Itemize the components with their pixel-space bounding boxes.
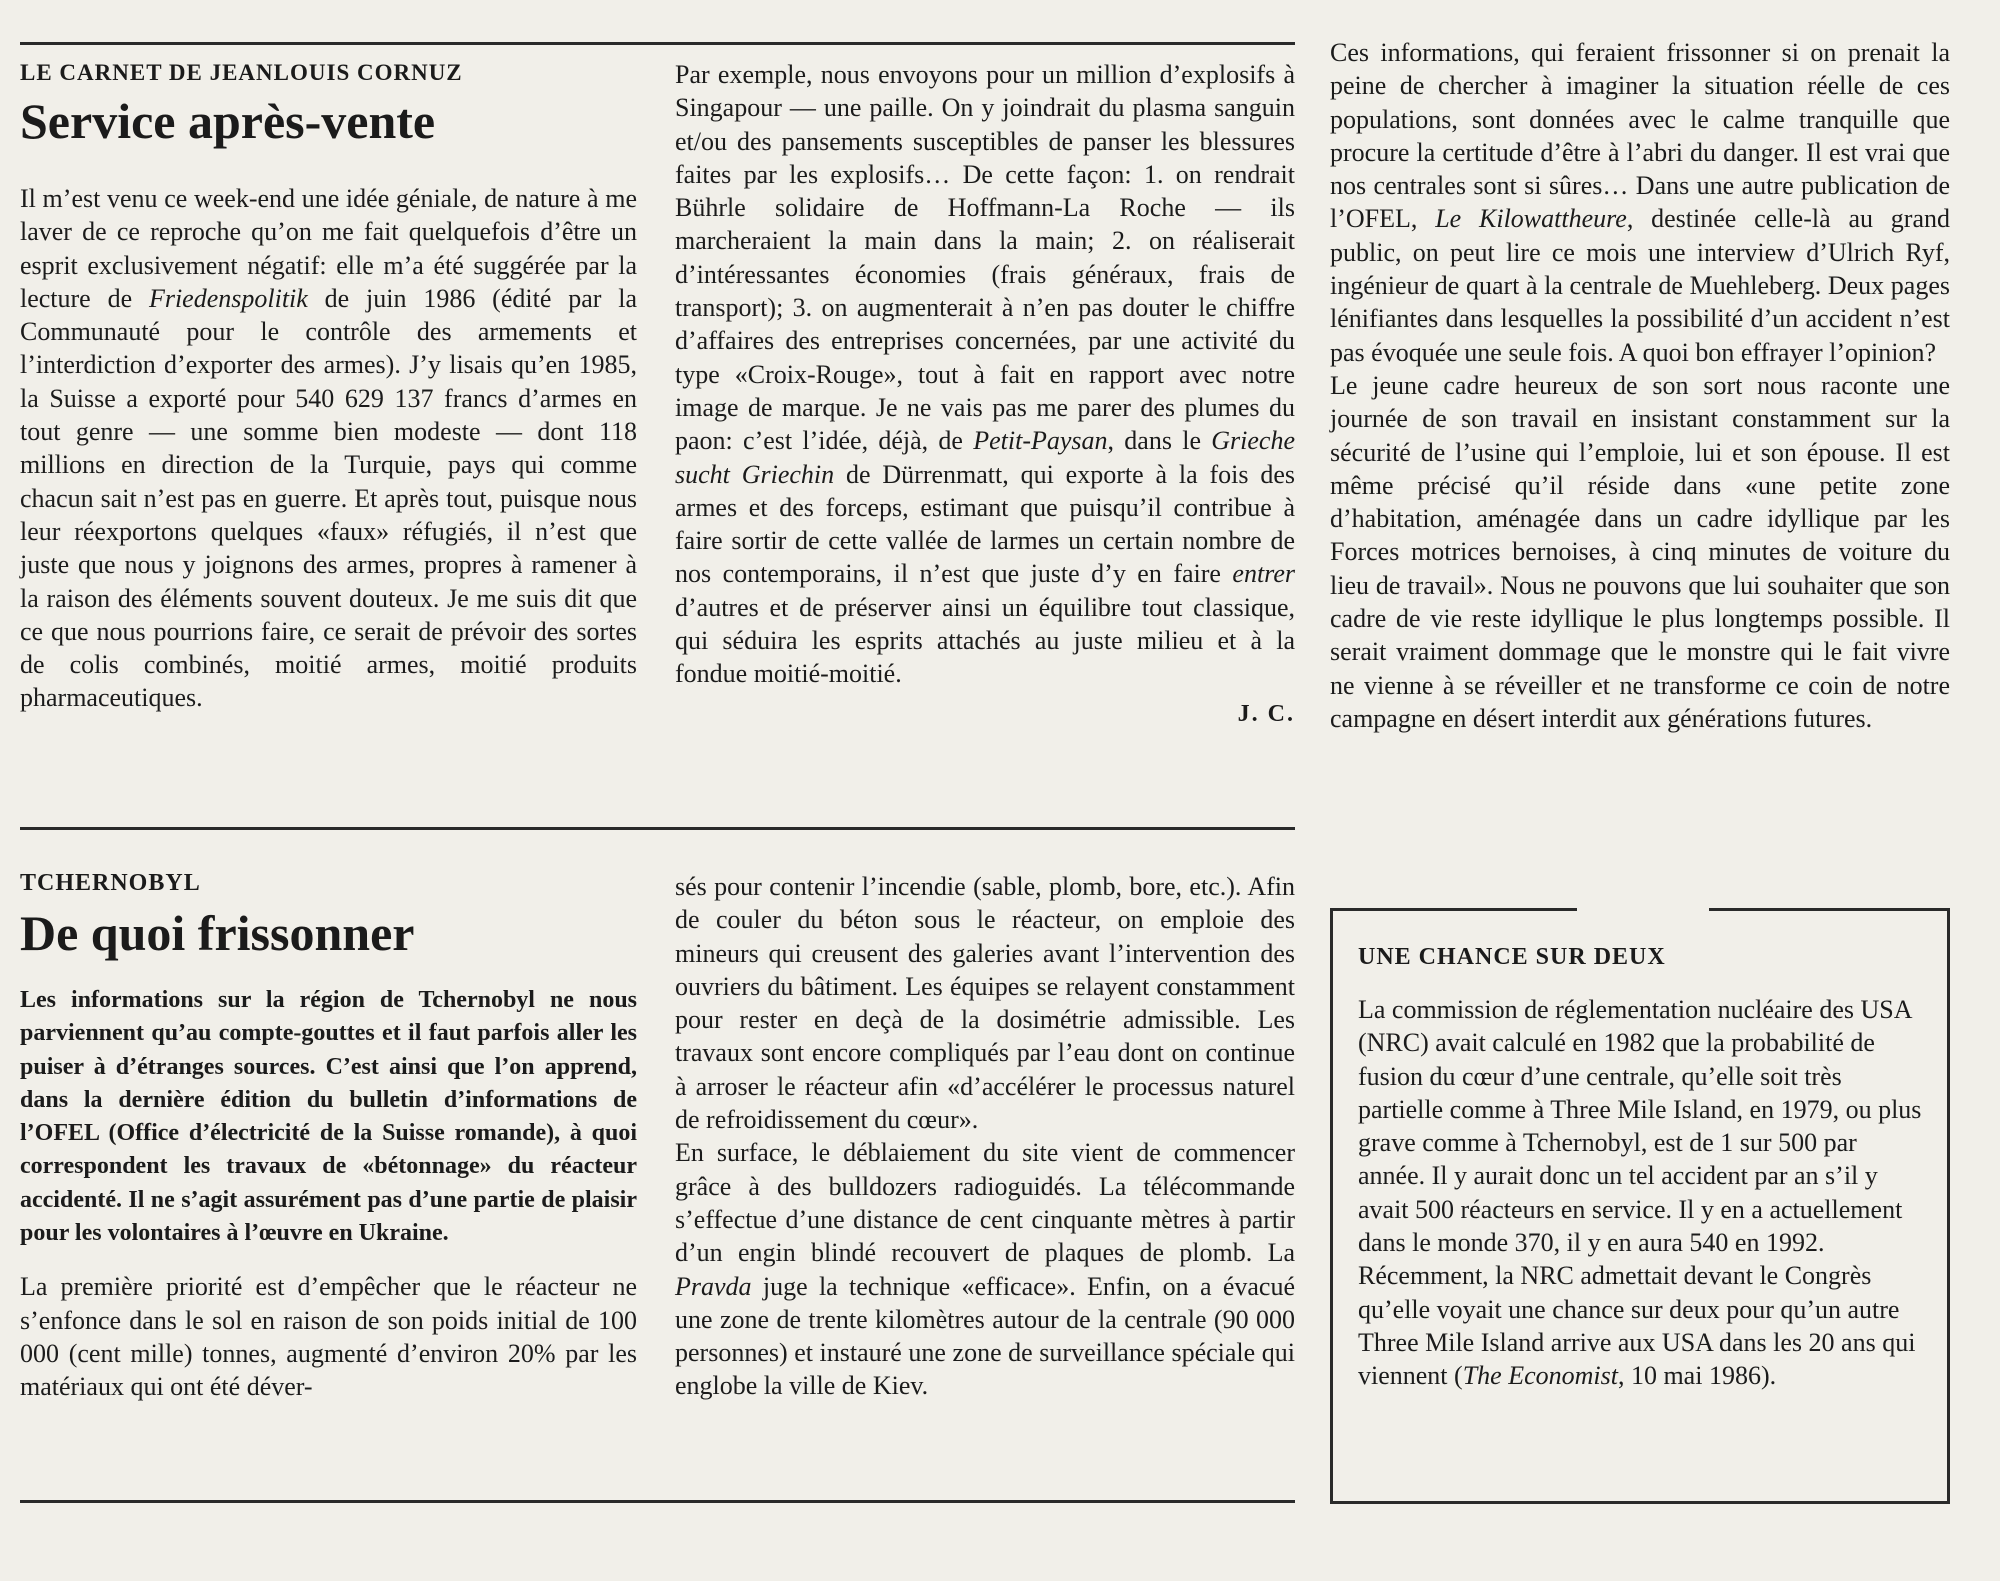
italic-text: entrer — [1232, 559, 1295, 589]
article2-body-col3: Ces informations, qui feraient frissonner si on prenait la peine de chercher à imaginer la situation réelle de ces populations, sont données avec le calme tranquille que procure la certitude d’être à l’abri du danger. Il est vrai que nos centrales sont si sûres… Dans une autre publication de l’OFEL, Le Kilowattheure, destinée celle-là au grand public, on peut lire ce mois une interview d’Ulrich Ryf, ingénieur de quart à la centrale de Muehleberg. Deux pages lénifiantes dans lesquelles la possibilité d’un accident n’est pas évoquée une seule fois. A quoi bon effrayer l’opinion? Le jeune cadre heureux de son sort nous raconte une journée de son travail en insistant constamment sur la sécurité de l’usine qui l’emploie, lui et son épouse. Il est même précisé qu’il réside dans «une petite zone d’habitation, aménagée dans un cadre idyllique par les Forces motrices bernoises, à cinq minutes de voiture du lieu de travail». Nous ne pouvons que lui souhaiter que son cadre de vie reste idyllique le plus longtemps possible. Il serait vraiment dommage que le monstre qui le fait vivre ne vienne à se réveiller et ne transforme ce coin de notre campagne en désert interdit aux générations futures. — [1330, 38, 1950, 733]
article1-body-col2: Par exemple, nous envoyons pour un million d’explosifs à Singapour — une paille. On y joindrait du plasma sanguin et/ou des pansements susceptibles de panser les blessures faites par les explosifs… De cette façon: 1. on rendrait Bührle solidaire de Hoffmann-La Roche — ils marcheraient la main dans la main; 2. on réaliserait d’intéressantes économies (frais généraux, frais de transport); 3. on augmenterait à n’en pas douter le chiffre d’affaires des entreprises concernées, par une activité du type «Croix-Rouge», tout à fait en rapport avec notre image de marque. Je ne vais pas me parer des plumes du paon: c’est l’idée, déjà, de Petit-Paysan, dans le Grieche sucht Griechin de Dürrenmatt, qui exporte à la fois des armes et des forceps, estimant que puisqu’il contribue à faire sortir de cette vallée de larmes un certain nombre de nos contemporains, il n’est que juste d’y en faire entrer d’autres et de préserver ainsi un équilibre tout classique, qui séduira les esprits attachés au juste milieu et à la fondue moitié-moitié. — [675, 60, 1296, 689]
article1-kicker: LE CARNET DE JEANLOUIS CORNUZ — [20, 60, 463, 85]
article1-title: Service après-vente — [20, 93, 436, 149]
middle-rule — [20, 827, 1295, 830]
italic-text: Petit-Paysan — [973, 426, 1108, 456]
bottom-rule — [20, 1500, 1295, 1503]
italic-text: Le Kilowattheure — [1435, 204, 1627, 234]
italic-text: The Economist — [1462, 1361, 1618, 1391]
article1-signature: J. C. — [1237, 700, 1295, 727]
article2-title: De quoi frissonner — [20, 905, 415, 961]
article2-kicker: TCHERNOBYL — [20, 870, 201, 896]
italic-text: Grieche sucht Griechin — [675, 426, 1296, 489]
article2-body-col2: sés pour contenir l’incendie (sable, plomb, bore, etc.). Afin de couler du béton sous le réacteur, on emploie des mineurs qui creusent des galeries avant l’intervention des ouvriers du bâtiment. Les équipes se relayent constamment pour rester en deçà de la dosimétrie admissible. Les travaux sont encore compliqués par l’eau dont on continue à arroser le réacteur afin «d’accélérer le processus naturel de refroidissement du cœur». En surface, le déblaiement du site vient de commencer grâce à des bulldozers radioguidés. La télécommande s’effectue d’une distance de cent cinquante mètres à partir d’un engin blindé recouvert de plaques de plomb. La Pravda juge la technique «efficace». Enfin, on a évacué une zone de trente kilomètres autour de la centrale (90 000 personnes) et instauré une zone de surveillance spéciale qui englobe la ville de Kiev. — [675, 872, 1295, 1401]
top-rule — [20, 42, 1295, 45]
italic-text: Friedenspolitik — [148, 283, 308, 313]
sidebar-box-title-gap — [1577, 905, 1709, 914]
article1-body-col1: Il m’est venu ce week-end une idée géniale, de nature à me laver de ce reproche qu’on me fait quelquefois d’être un esprit exclusivement négatif: elle m’a été suggérée par la lecture de Friedenspolitik de juin 1986 (édité par la Communauté pour le contrôle des armements et l’interdiction d’exporter des armes). J’y lisais qu’en 1985, la Suisse a exporté pour 540 629 137 francs d’armes en tout genre — une somme bien modeste — dont 118 millions en direction de la Turquie, pays qui comme chacun sait n’est pas en guerre. Et après tout, puisque nous leur réexportons quelques «faux» réfugiés, il n’est que juste que nous y joignons des armes, propres à ramener à la raison des éléments souvent douteux. Je me suis dit que ce que nous pourrions faire, ce serait de prévoir des sortes de colis combinés, moitié armes, moitié produits pharmaceutiques. — [20, 184, 637, 713]
article2-col2 — [675, 870, 1295, 1403]
article2-col1 — [20, 868, 637, 1404]
article2-body-col1: La première priorité est d’empêcher que le réacteur ne s’enfonce dans le sol en raison de son poids initial de 100 000 (cent mille) tonnes, augmenté d’environ 20% par les matériaux qui ont été déver- — [20, 1272, 637, 1402]
sidebar-kicker: UNE CHANCE SUR DEUX — [1358, 944, 1666, 970]
article1-col1 — [20, 58, 637, 715]
sidebar-content — [1358, 944, 1923, 1393]
article1-col2 — [675, 58, 1295, 728]
italic-text: Pravda — [675, 1271, 752, 1301]
sidebar-body: La commission de réglementation nucléaire des USA (NRC) avait calculé en 1982 que la probabilité de fusion du cœur d’une centrale, qu’elle soit très partielle comme à Three Mile Island, en 1979, ou plus grave comme à Tchernobyl, est de 1 sur 500 par année. Il y aurait donc un tel accident par an s’il y avait 500 réacteurs en service. Il y en a actuellement dans le monde 370, il y en aura 540 en 1992. Récemment, la NRC admettait devant le Congrès qu’elle voyait une chance sur deux pour qu’un autre Three Mile Island arrive aux USA dans les 20 ans qui viennent (The Economist, 10 mai 1986). — [1358, 995, 1922, 1391]
article2-lead: Les informations sur la région de Tchernobyl ne nous parviennent qu’au compte-gouttes et il faut parfois aller les puiser à d’étranges sources. C’est ainsi que l’on apprend, dans la dernière édition du bulletin d’informations de l’OFEL (Office d’électricité de la Suisse romande), à quoi correspondent les travaux de «bétonnage» du réacteur accidenté. Il ne s’agit assurément pas d’une partie de plaisir pour les volontaires à l’œuvre en Ukraine. — [20, 987, 637, 1247]
article2-col3 — [1330, 36, 1950, 735]
